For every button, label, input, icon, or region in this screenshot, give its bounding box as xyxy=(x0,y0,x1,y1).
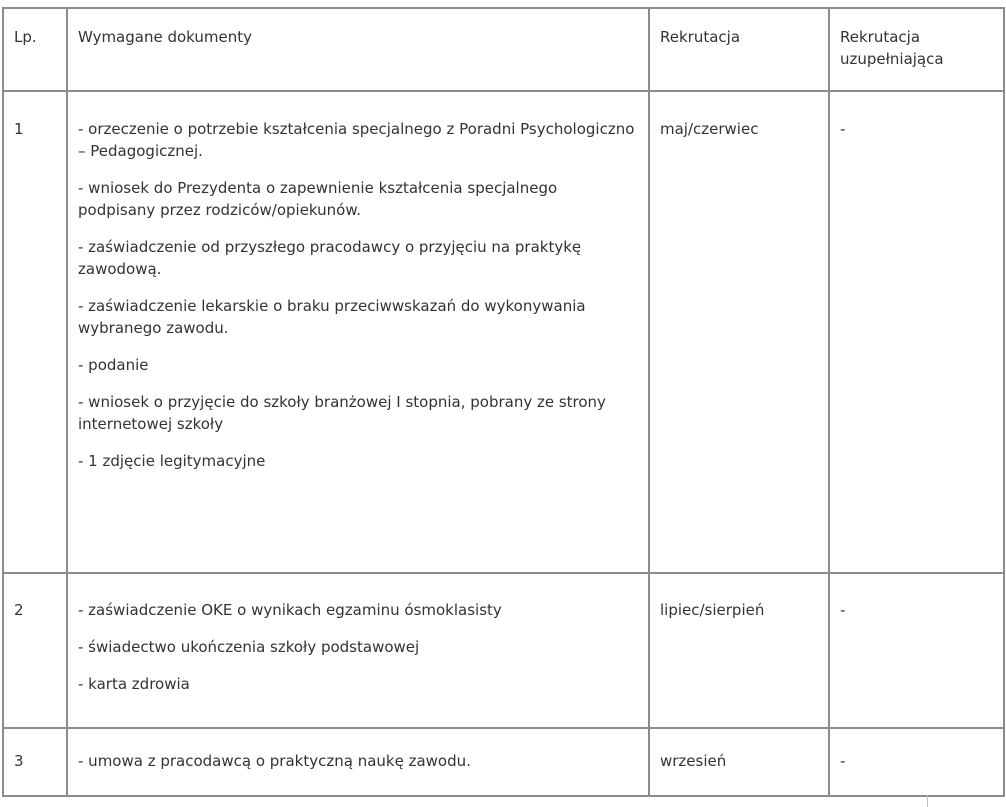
supplementary-period: - xyxy=(829,573,1004,728)
row-number: 3 xyxy=(3,728,67,796)
row-number: 2 xyxy=(3,573,67,728)
row-number: 1 xyxy=(3,91,67,573)
document-item: - zaświadczenie lekarskie o braku przeciwwskazań do wykonywania wybranego zawodu. xyxy=(78,297,586,337)
document-item: - podanie xyxy=(78,356,149,374)
documents-cell xyxy=(67,91,649,573)
header-lp: Lp. xyxy=(3,8,67,91)
divider-mark xyxy=(927,795,928,807)
table-row xyxy=(3,573,1004,728)
supplementary-period: - xyxy=(829,91,1004,573)
supplementary-period: - xyxy=(829,728,1004,796)
recruitment-period: lipiec/sierpień xyxy=(649,573,829,728)
document-item: - wniosek do Prezydenta o zapewnienie kształcenia specjalnego podpisany przez rodziców/opiekunów. xyxy=(78,179,558,219)
recruitment-period: maj/czerwiec xyxy=(649,91,829,573)
document-item: - zaświadczenie od przyszłego pracodawcy o przyjęciu na praktykę zawodową. xyxy=(78,238,582,278)
table-row xyxy=(3,728,1004,796)
header-supplementary: Rekrutacja uzupełniająca xyxy=(829,8,1004,91)
table-header-row xyxy=(3,8,1004,91)
document-item: - 1 zdjęcie legitymacyjne xyxy=(78,452,266,470)
document-item: - wniosek o przyjęcie do szkoły branżowej I stopnia, pobrany ze strony internetowej szkoły xyxy=(78,393,606,433)
table-row xyxy=(3,91,1004,573)
document-item: - świadectwo ukończenia szkoły podstawowej xyxy=(78,638,420,656)
document-item: - zaświadczenie OKE o wynikach egzaminu ósmoklasisty xyxy=(78,601,502,619)
recruitment-period: wrzesień xyxy=(649,728,829,796)
document-item: - orzeczenie o potrzebie kształcenia specjalnego z Poradni Psychologiczno – Pedagogicznej. xyxy=(78,120,635,160)
header-recruitment: Rekrutacja xyxy=(649,8,829,91)
document-item: - umowa z pracodawcą o praktyczną naukę zawodu. xyxy=(78,752,471,770)
document-item: - karta zdrowia xyxy=(78,675,190,693)
documents-cell xyxy=(67,573,649,728)
header-documents: Wymagane dokumenty xyxy=(67,8,649,91)
required-documents-table xyxy=(2,7,1005,797)
documents-cell xyxy=(67,728,649,796)
